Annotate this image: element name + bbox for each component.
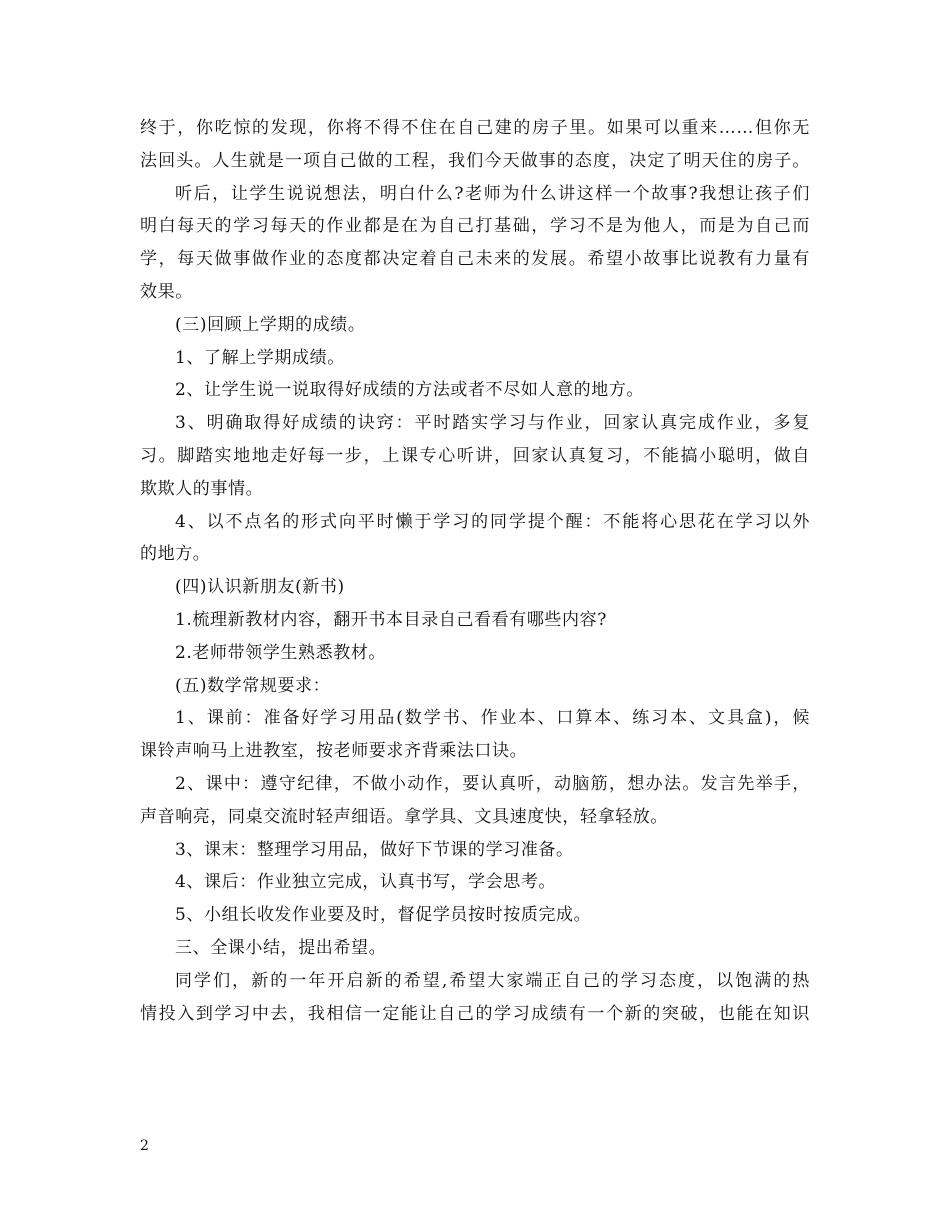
- text-line: 欺欺人的事情。: [140, 478, 264, 499]
- text-line: 学，每天做事做作业的态度都决定着自己未来的发展。希望小故事比说教有力量有: [140, 249, 810, 270]
- text-line: (四)认识新朋友(新书): [175, 577, 345, 598]
- page-number: 2: [140, 1138, 149, 1154]
- text-line: 声音响亮，同桌交流时轻声细语。拿学具、文具速度快，轻拿轻放。: [140, 806, 668, 827]
- text-line: 5、小组长收发作业要及时，督促学员按时按质完成。: [175, 905, 592, 926]
- text-line: 同学们，新的一年开启新的希望,希望大家端正自己的学习态度，以饱满的热: [175, 970, 810, 991]
- text-line: 终于，你吃惊的发现，你将不得不住在自己建的房子里。如果可以重来……但你无: [140, 118, 810, 138]
- text-line: 课铃声响马上进教室，按老师要求齐背乘法口诀。: [140, 741, 528, 762]
- text-line: 法回头。人生就是一项自己做的工程，我们今天做事的态度，决定了明天住的房子。: [140, 150, 810, 171]
- body-text: [140, 112, 810, 1030]
- text-line: 4、以不点名的形式向平时懒于学习的同学提个醒：不能将心思花在学习以外: [175, 511, 810, 532]
- text-line: 3、明确取得好成绩的诀窍：平时踏实学习与作业，回家认真完成作业，多复: [175, 413, 810, 434]
- text-line: (五)数学常规要求：: [175, 675, 331, 696]
- text-line: 习。脚踏实地地走好每一步，上课专心听讲，回家认真复习，不能搞小聪明，做自: [140, 445, 810, 466]
- text-line: 1.梳理新教材内容，翻开书本目录自己看看有哪些内容?: [175, 609, 607, 630]
- text-line: 2、课中：遵守纪律，不做小动作，要认真听，动脑筋，想办法。发言先举手，: [175, 773, 810, 794]
- text-line: 4、课后：作业独立完成，认真书写，学会思考。: [175, 872, 557, 893]
- text-line: 听后，让学生说说想法，明白什么?老师为什么讲这样一个故事?我想让孩子们: [175, 183, 810, 204]
- text-line: 三、全课小结，提出希望。: [175, 937, 387, 958]
- text-line: 效果。: [140, 281, 193, 302]
- text-line: 2、让学生说一说取得好成绩的方法或者不尽如人意的地方。: [175, 380, 645, 401]
- text-line: 明白每天的学习每天的作业都是在为自己打基础，学习不是为他人，而是为自己而: [140, 216, 810, 237]
- text-line: 1、了解上学期成绩。: [175, 347, 345, 368]
- text-line: (三)回顾上学期的成绩。: [175, 314, 366, 335]
- text-line: 3、课末：整理学习用品，做好下节课的学习准备。: [175, 839, 574, 860]
- text-line: 2.老师带领学生熟悉教材。: [175, 642, 387, 663]
- text-line: 1、课前：准备好学习用品(数学书、作业本、口算本、练习本、文具盒)，候: [175, 708, 810, 729]
- text-line: 情投入到学习中去，我相信一定能让自己的学习成绩有一个新的突破，也能在知识: [140, 1003, 810, 1024]
- text-line: 的地方。: [140, 544, 211, 565]
